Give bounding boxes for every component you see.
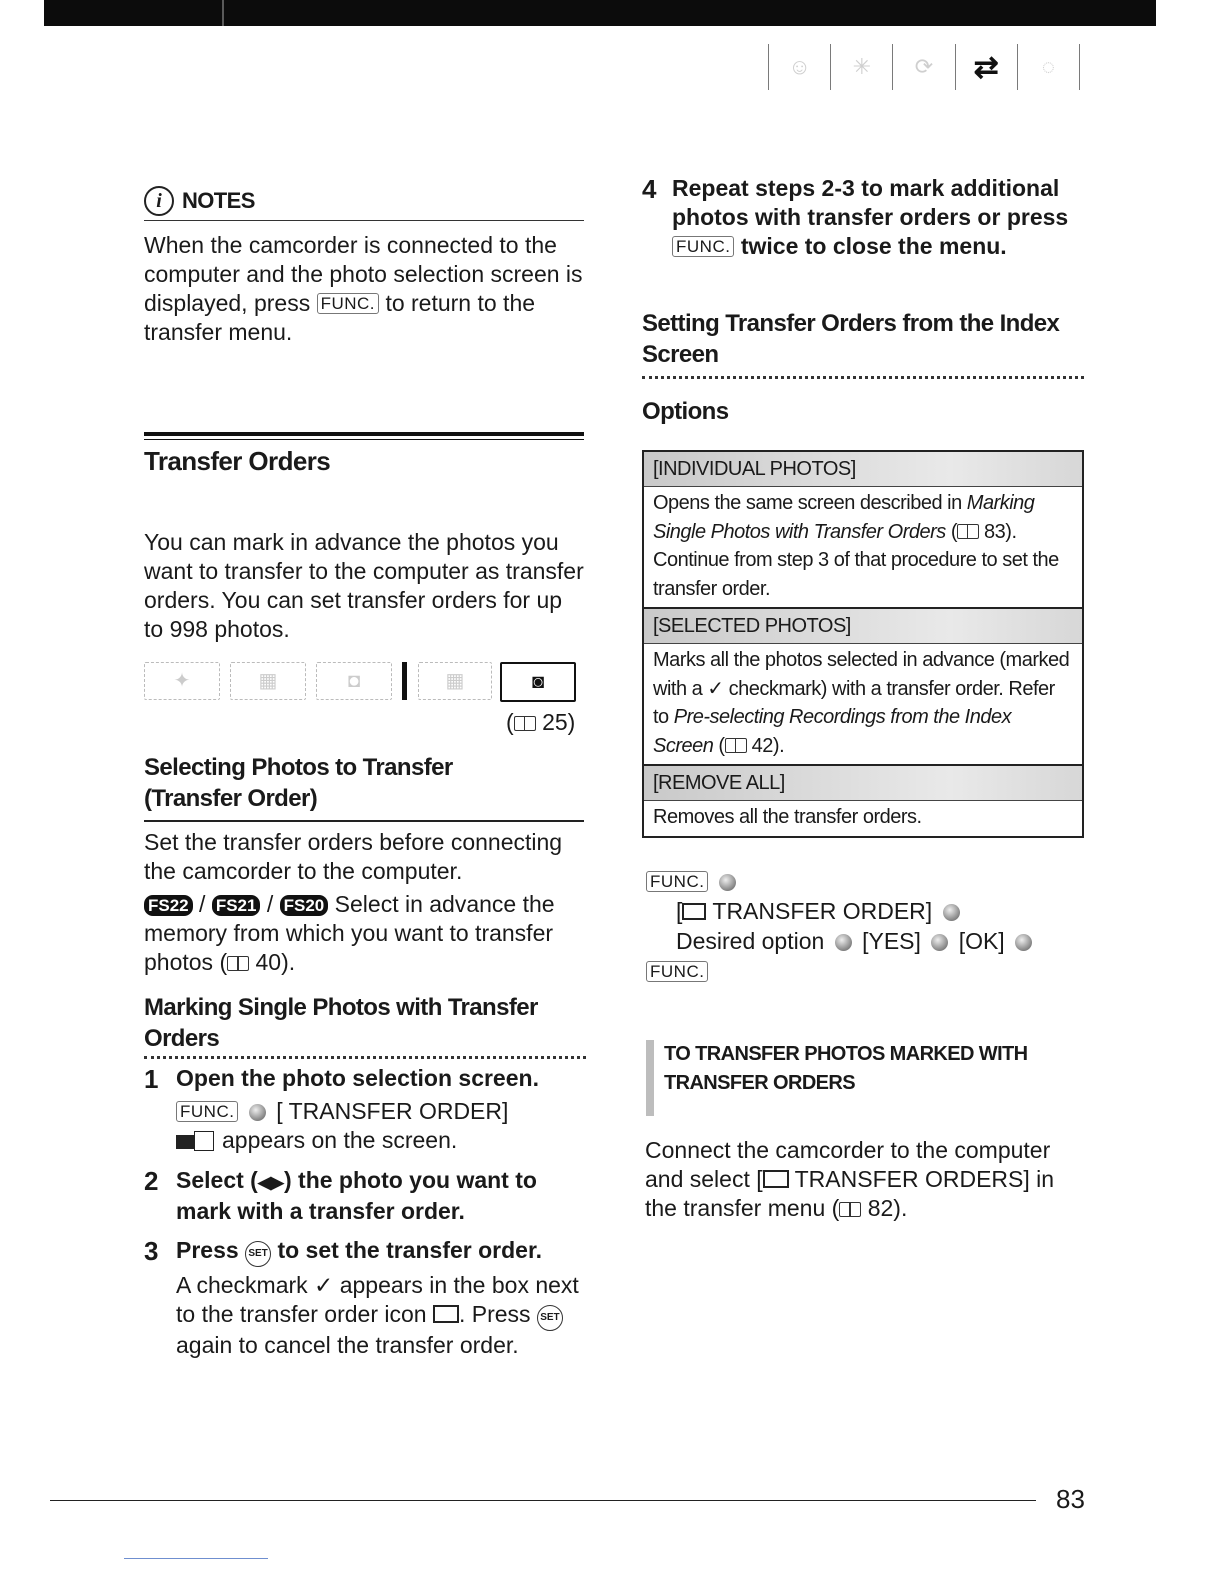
to-transfer-heading: TO TRANSFER PHOTOS MARKED WITH TRANSFER ORDERS bbox=[646, 1040, 1104, 1116]
dotted-rule bbox=[144, 1056, 586, 1059]
section-title: Transfer Orders bbox=[144, 446, 331, 476]
func-key: FUNC. bbox=[672, 236, 734, 257]
notes-title: NOTES bbox=[182, 188, 255, 213]
model-badge: FS22 bbox=[144, 895, 193, 916]
next-arrow-icon bbox=[835, 934, 852, 951]
selecting-title: Selecting Photos to Transfer (Transfer Order) bbox=[144, 752, 584, 822]
section-rule bbox=[144, 432, 584, 436]
top-bar bbox=[44, 0, 1156, 26]
footer-rule bbox=[50, 1500, 1036, 1501]
book-icon bbox=[725, 738, 747, 753]
playback-mode-icon: ⟳ bbox=[892, 44, 954, 90]
camera-mode-icon: ✦ bbox=[144, 662, 220, 700]
next-arrow-icon bbox=[943, 904, 960, 921]
marking-title: Marking Single Photos with Transfer Orders bbox=[144, 994, 538, 1052]
auto-mode-icon: ☺ bbox=[768, 44, 830, 90]
notes-text: When the camcorder is connected to the computer and the photo selection screen is displayed, press FUNC. to return to the transfer menu. bbox=[144, 232, 583, 345]
left-right-arrows-icon: ◀▶ bbox=[257, 1173, 284, 1192]
option-desc: Marks all the photos selected in advance (marked with a ✓ checkmark) with a transfer order. Refer to Pre-selecting Recordings from the Index Screen ( 42). bbox=[644, 644, 1082, 766]
option-desc: Opens the same screen described in Marking Single Photos with Transfer Orders ( 83). Continue from step 3 of that procedure to set the transfer order. bbox=[644, 487, 1082, 609]
func-key: FUNC. bbox=[176, 1101, 238, 1122]
transfer-mode-icon: ⇄ bbox=[955, 44, 1017, 90]
next-arrow-icon bbox=[931, 934, 948, 951]
transfer-icon bbox=[763, 1170, 789, 1188]
func-key: FUNC. bbox=[317, 293, 379, 314]
page-number: 83 bbox=[1056, 1484, 1085, 1514]
set-button-icon: SET bbox=[537, 1305, 563, 1331]
next-arrow-icon bbox=[1015, 934, 1032, 951]
next-arrow-icon bbox=[719, 874, 736, 891]
section-intro: You can mark in advance the photos you want to transfer to the computer as transfer orders. You can set transfer orders for up to 998 photos. bbox=[144, 529, 584, 642]
book-icon bbox=[839, 1202, 861, 1217]
step-2: 2 Select (◀▶) the photo you want to mark with a transfer order. bbox=[144, 1166, 537, 1224]
selecting-text: Set the transfer orders before connecting the camcorder to the computer. bbox=[144, 829, 563, 884]
scan-mark bbox=[124, 1558, 268, 1559]
set-button-icon: SET bbox=[245, 1241, 271, 1267]
func-key: FUNC. bbox=[646, 961, 708, 982]
mode-page-ref: ( 25) bbox=[506, 709, 576, 735]
photo-playback-icon: ◙ bbox=[500, 662, 576, 702]
model-badge: FS21 bbox=[212, 895, 261, 916]
step-4: 4 Repeat steps 2-3 to mark additional photos with transfer orders or press FUNC. twice to close the menu. bbox=[642, 174, 1069, 259]
section-rule-thin bbox=[144, 439, 584, 440]
to-transfer-text: Connect the camcorder to the computer and select [ TRANSFER ORDERS] in the transfer menu ( 82). bbox=[645, 1137, 1055, 1221]
step-1: 1 Open the photo selection screen. FUNC. [ TRANSFER ORDER] appears on the screen. bbox=[144, 1064, 586, 1155]
procedure: FUNC. [ TRANSFER ORDER] Desired option [YES] [OK] FUNC. bbox=[646, 866, 1086, 986]
movie-playback-icon: ▦ bbox=[418, 662, 492, 700]
manual-mode-icon: ✳ bbox=[830, 44, 892, 90]
option-name: [REMOVE ALL] bbox=[644, 766, 1082, 801]
info-icon: i bbox=[144, 186, 174, 216]
settings-mode-icon: ◌ bbox=[1017, 44, 1080, 90]
top-bar-divider bbox=[222, 0, 224, 26]
step-3: 3 Press SET to set the transfer order. A checkmark ✓ appears in the box next to the transfer order icon . Press SET again to cancel the transfer order. bbox=[144, 1236, 579, 1358]
selecting-models: FS22 / FS21 / FS20 Select in advance the memory from which you want to transfer photos ( 40). bbox=[144, 891, 555, 975]
divider-icon bbox=[402, 662, 407, 700]
next-arrow-icon bbox=[249, 1104, 266, 1121]
book-icon bbox=[227, 956, 249, 971]
transfer-checkbox-icon bbox=[176, 1135, 194, 1149]
options-label: Options bbox=[642, 398, 729, 425]
mode-icons-strip bbox=[768, 44, 1080, 90]
empty-box-icon bbox=[194, 1131, 214, 1151]
book-icon bbox=[514, 716, 536, 731]
option-desc: Removes all the transfer orders. bbox=[653, 806, 922, 828]
option-name: [INDIVIDUAL PHOTOS] bbox=[644, 452, 1082, 487]
applicable-modes-row bbox=[144, 662, 584, 700]
dotted-rule bbox=[642, 376, 1084, 379]
book-icon bbox=[957, 524, 979, 539]
options-table bbox=[642, 450, 1084, 838]
option-name: [SELECTED PHOTOS] bbox=[644, 609, 1082, 644]
movie-mode-icon: ▦ bbox=[230, 662, 306, 700]
model-badge: FS20 bbox=[280, 895, 329, 916]
transfer-order-icon bbox=[433, 1305, 459, 1323]
notes-box bbox=[144, 186, 584, 347]
photo-mode-icon: ◘ bbox=[316, 662, 392, 700]
func-key: FUNC. bbox=[646, 871, 708, 892]
index-title: Setting Transfer Orders from the Index Screen bbox=[642, 310, 1060, 368]
transfer-order-icon bbox=[682, 903, 706, 920]
step-heading: Open the photo selection screen. bbox=[176, 1065, 539, 1091]
